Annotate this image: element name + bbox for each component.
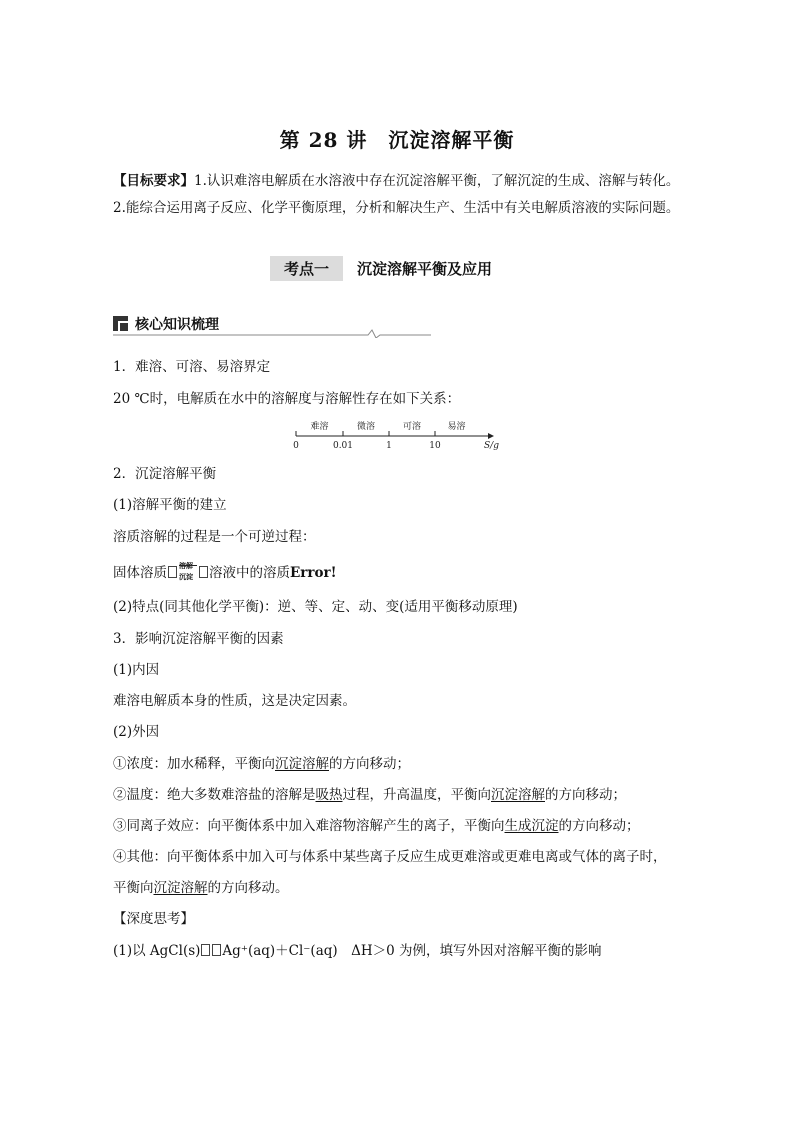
eq-right: 溶液中的溶质	[209, 565, 290, 581]
goal-line-2: 2.能综合运用离子反应、化学平衡原理，分析和解决生产、生活中有关电解质溶液的实际问题。	[113, 200, 680, 216]
placeholder-box-icon	[168, 566, 177, 578]
scale-tick-label: 0.01	[332, 441, 354, 451]
scale-category-label: 可溶	[402, 422, 422, 432]
s3-text1: 难溶电解质本身的性质，这是决定因素。	[113, 693, 356, 709]
equilibrium-equation	[113, 563, 337, 582]
s2-sub1: (1)溶解平衡的建立	[113, 497, 227, 513]
scale-tick-label: 0	[293, 441, 299, 451]
answer-underline: 沉淀溶解	[153, 880, 208, 896]
scale-axis-label: S/g	[484, 441, 499, 451]
factor-text: 的方向移动；	[558, 818, 640, 834]
eq-left: 固体溶质	[113, 565, 167, 581]
placeholder-box-icon	[199, 566, 208, 578]
scale-tick-label: 1	[386, 441, 392, 451]
answer-underline: 沉淀溶解	[491, 787, 545, 803]
eq-bottom-label: 沉淀	[179, 572, 193, 581]
scale-tick-label: 10	[429, 441, 441, 451]
eq-error: Error!	[290, 565, 337, 581]
factor-concentration	[113, 755, 410, 773]
subheader-rule	[113, 328, 433, 338]
goal-label: 【目标要求】	[113, 173, 194, 189]
factor-text: ①浓度：加水稀释，平衡向	[113, 756, 275, 772]
section-heading	[270, 256, 492, 280]
factor-other-1: ④其他：向平衡体系中加入可与体系中某些离子反应生成更难溶或更难电离或气体的离子时，	[113, 849, 667, 865]
factor-common-ion	[113, 817, 640, 835]
goal-line-1	[113, 172, 679, 190]
factor-text: 的方向移动；	[329, 756, 410, 772]
s1-heading: 1．难溶、可溶、易溶界定	[113, 359, 271, 375]
s3-sub1: (1)内因	[113, 662, 160, 678]
answer-underline: 吸热	[315, 787, 343, 803]
factor-text: ③同离子效应：向平衡体系中加入难溶物溶解产生的离子，平衡向	[113, 818, 505, 834]
factor-text: 的方向移动。	[207, 880, 289, 896]
q1-text: Ag⁺(aq)＋Cl⁻(aq) ΔH＞0 为例，填写外因对溶解平衡的影响	[222, 943, 602, 959]
page-title: 第 28 讲 沉淀溶解平衡	[279, 128, 515, 152]
scale-category-label: 易溶	[447, 422, 466, 432]
placeholder-box-icon	[212, 944, 221, 956]
s3-sub2: (2)外因	[113, 724, 160, 740]
factor-temperature	[113, 786, 626, 804]
section-tag: 考点一	[270, 256, 343, 281]
goal-text-1: 1.认识难溶电解质在水溶液中存在沉淀溶解平衡，了解沉淀的生成、溶解与转化。	[194, 173, 680, 189]
s1-text: 20 ℃时，电解质在水中的溶解度与溶解性存在如下关系：	[113, 391, 461, 407]
eq-top-label: 溶解	[179, 561, 193, 570]
placeholder-box-icon	[201, 944, 210, 956]
scale-category-label: 微溶	[356, 422, 376, 432]
answer-underline: 生成沉淀	[504, 818, 559, 834]
s2-heading: 2．沉淀溶解平衡	[113, 466, 217, 482]
scale-category-label: 难溶	[310, 422, 329, 432]
factor-other-2	[113, 879, 289, 897]
deep-think-label: 【深度思考】	[113, 911, 194, 927]
s3-heading: 3．影响沉淀溶解平衡的因素	[113, 631, 284, 647]
factor-text: 的方向移动；	[545, 787, 626, 803]
s2-text1: 溶质溶解的过程是一个可逆过程：	[113, 529, 316, 545]
subheader-text: 核心知识梳理	[135, 317, 219, 333]
q1-text: (1)以 AgCl(s)	[113, 943, 201, 959]
reversible-arrow-icon	[179, 563, 197, 581]
s2-sub2: (2)特点(同其他化学平衡)：逆、等、定、动、变(适用平衡移动原理)	[113, 599, 518, 615]
knowledge-subheader	[113, 312, 433, 336]
factor-text: ②温度：绝大多数难溶盐的溶解是	[113, 787, 316, 803]
factor-text: 过程，升高温度，平衡向	[342, 787, 491, 803]
section-title: 沉淀溶解平衡及应用	[357, 259, 493, 278]
solubility-scale	[288, 418, 508, 452]
deep-think-q1	[113, 942, 602, 960]
answer-underline: 沉淀溶解	[275, 756, 329, 772]
factor-text: 平衡向	[113, 880, 154, 896]
